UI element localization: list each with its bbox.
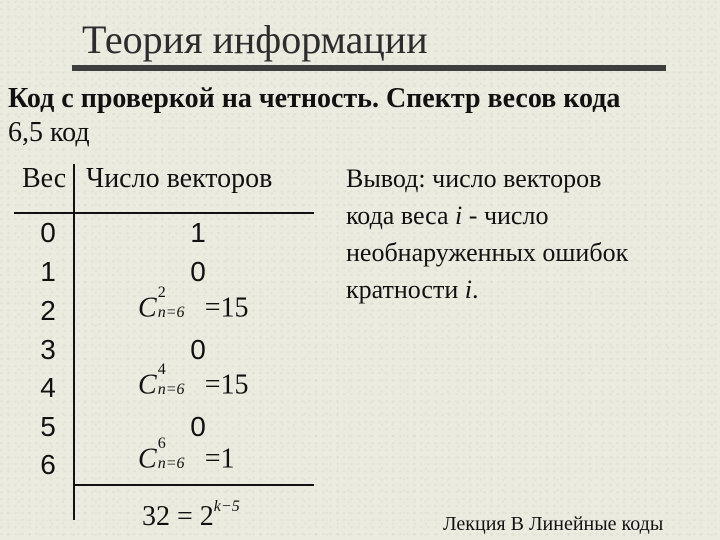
table-column-divider	[73, 164, 75, 520]
table-header-weight: Вес	[22, 163, 67, 194]
slide-title: Теория информации	[82, 17, 428, 62]
binomial-formula	[138, 435, 235, 481]
weight-cell: 5	[40, 411, 56, 442]
title-underline	[72, 65, 666, 71]
count-cell: 0	[190, 256, 206, 287]
binomial-n: n=6	[157, 455, 185, 472]
total-base: 2	[199, 501, 214, 532]
conclusion-text	[346, 160, 628, 308]
variable-i: i	[464, 275, 472, 304]
weight-cell: 4	[40, 372, 56, 403]
count-cell: 0	[190, 334, 206, 365]
equals-sign: =	[204, 292, 221, 324]
weight-cell: 3	[40, 334, 56, 365]
weight-cell: 6	[40, 449, 56, 480]
binomial-k: 4	[157, 361, 166, 378]
lecture-footer: Лекция В Линейные коды	[443, 513, 664, 535]
variable-i: i	[455, 201, 463, 230]
count-cell: 0	[190, 411, 206, 442]
total-lhs: 32	[142, 501, 170, 532]
conclusion-line: необнаруженных ошибок	[346, 238, 629, 267]
conclusion-fragment: .	[471, 275, 479, 304]
binomial-k: 6	[157, 435, 166, 452]
total-exponent: k−5	[213, 498, 240, 515]
binomial-symbol: C	[138, 443, 157, 475]
slide-heading: Код с проверкой на четность. Спектр весов кода	[8, 83, 621, 114]
count-cell: 1	[190, 217, 206, 248]
binomial-k: 2	[157, 284, 166, 301]
binomial-value: 1	[220, 443, 235, 475]
binomial-n: n=6	[157, 304, 185, 321]
conclusion-fragment: - число	[462, 201, 549, 230]
code-parameters: 6,5 код	[8, 117, 90, 148]
weight-cell: 0	[40, 217, 56, 248]
table-header-rule	[14, 212, 314, 214]
conclusion-line	[346, 197, 628, 234]
equals-sign: =	[204, 369, 221, 401]
binomial-value: 15	[220, 369, 249, 401]
conclusion-fragment: кода веса	[346, 201, 456, 230]
weight-cell: 1	[40, 256, 56, 287]
binomial-formula	[138, 284, 249, 330]
conclusion-line: Вывод: число векторов	[346, 164, 602, 193]
binomial-n: n=6	[157, 381, 185, 398]
total-formula	[142, 490, 240, 534]
table-header-count: Число векторов	[86, 163, 273, 194]
conclusion-fragment: кратности	[346, 275, 465, 304]
binomial-symbol: C	[138, 292, 157, 324]
weight-cell: 2	[40, 295, 56, 326]
conclusion-line	[346, 271, 628, 308]
binomial-symbol: C	[138, 369, 157, 401]
equals-sign: =	[177, 501, 193, 532]
binomial-value: 15	[220, 292, 249, 324]
table-total-rule	[74, 484, 314, 486]
equals-sign: =	[204, 443, 221, 475]
binomial-formula	[138, 361, 249, 407]
